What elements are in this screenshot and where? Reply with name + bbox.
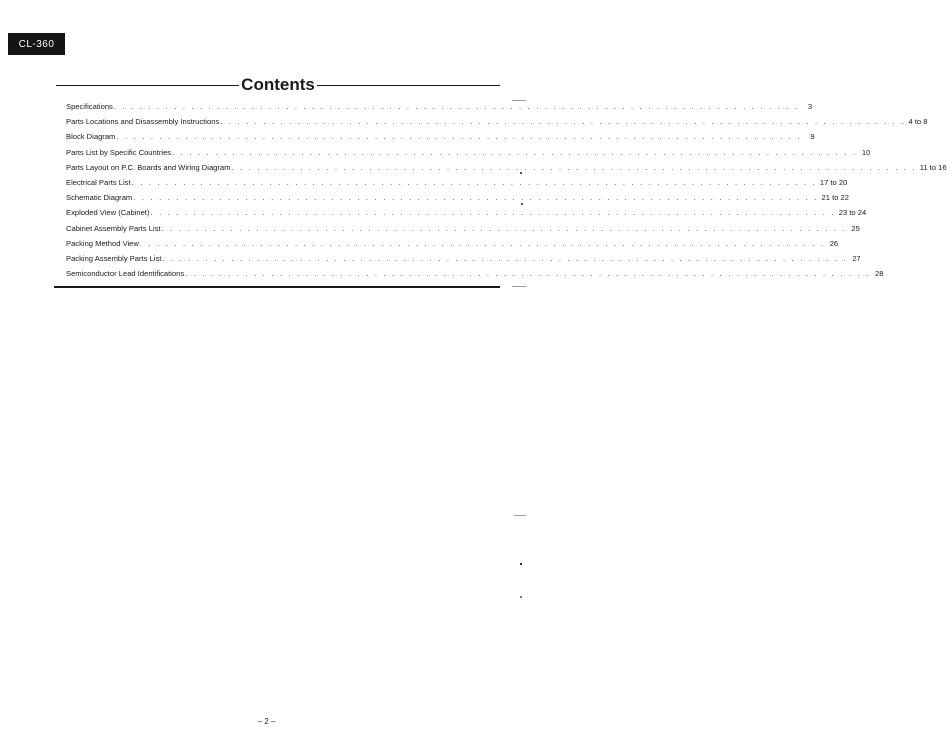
model-tag xyxy=(8,33,65,55)
toc-dot-leader: . . . . . . . . . . . . . . . . . . . . . . . . . . . . . . . . . . . . . . . . . . . . . . . . . . . . . . . . . . . . . . . . . . . . . . . . . . . . . . . . xyxy=(161,223,847,233)
scan-artifact xyxy=(521,203,523,205)
toc-entry xyxy=(66,190,849,205)
toc-entry-label: Parts Locations and Disassembly Instructions xyxy=(66,117,220,127)
toc-dot-leader: . . . . . . . . . . . . . . . . . . . . . . . . . . . . . . . . . . . . . . . . . . . . . . . . . . . . . . . . . . . . . . . . . . . . . . . . . . . . . . . . xyxy=(133,193,819,203)
toc-entry xyxy=(66,99,813,114)
toc-entry-label: Block Diagram xyxy=(66,132,116,142)
toc-entry-label: Parts Layout on P.C. Boards and Wiring Diagram xyxy=(66,162,231,172)
title-rule-right xyxy=(317,85,500,86)
scan-artifact xyxy=(520,563,522,565)
toc-entry-label: Schematic Diagram xyxy=(66,193,133,203)
toc-dot-leader: . . . . . . . . . . . . . . . . . . . . . . . . . . . . . . . . . . . . . . . . . . . . . . . . . . . . . . . . . . . . . . . . . . . . . . . . . . . . . . . . xyxy=(150,208,836,218)
title-rule-left xyxy=(56,85,239,86)
table-of-contents xyxy=(66,99,947,281)
toc-dot-leader: . . . . . . . . . . . . . . . . . . . . . . . . . . . . . . . . . . . . . . . . . . . . . . . . . . . . . . . . . . . . . . . . . . . . . . . . . . . . . . . . xyxy=(116,132,802,142)
toc-entry xyxy=(66,175,848,190)
contents-bottom-rule xyxy=(54,286,500,288)
toc-entry-label: Parts List by Specific Countries xyxy=(66,147,172,157)
toc-entry-page: 3 xyxy=(807,102,813,111)
toc-entry-page: 11 to 16 xyxy=(919,162,947,172)
toc-entry xyxy=(66,251,861,266)
toc-entry xyxy=(66,114,928,129)
toc-entry-label: Cabinet Assembly Parts List xyxy=(66,223,161,233)
toc-entry-label: Specifications xyxy=(66,102,113,111)
toc-entry-page: 26 xyxy=(829,238,839,248)
toc-entry xyxy=(66,205,867,220)
page-number: – 2 – xyxy=(257,717,276,726)
toc-dot-leader: . . . . . . . . . . . . . . . . . . . . . . . . . . . . . . . . . . . . . . . . . . . . . . . . . . . . . . . . . . . . . . . . . . . . . . . . . . . . . . . . xyxy=(162,253,848,263)
toc-dot-leader: . . . . . . . . . . . . . . . . . . . . . . . . . . . . . . . . . . . . . . . . . . . . . . . . . . . . . . . . . . . . . . . . . . . . . . . . . . . . . . . . xyxy=(113,102,800,111)
scan-artifact xyxy=(512,100,526,101)
toc-entry xyxy=(66,145,871,160)
toc-entry-page: 10 xyxy=(861,147,871,157)
toc-entry-page: 9 xyxy=(810,132,815,142)
toc-entry-page: 21 to 22 xyxy=(821,193,849,203)
toc-entry-label: Semiconductor Lead Identifications xyxy=(66,269,185,279)
toc-entry-page: 27 xyxy=(852,253,861,263)
scan-artifact xyxy=(520,596,522,598)
toc-entry-page: 4 to 8 xyxy=(908,117,928,127)
toc-dot-leader: . . . . . . . . . . . . . . . . . . . . . . . . . . . . . . . . . . . . . . . . . . . . . . . . . . . . . . . . . . . . . . . . . . . . . . . . . . . . . . . . xyxy=(231,162,917,172)
toc-entry xyxy=(66,221,860,236)
model-tag-text: CL-360 xyxy=(18,38,55,50)
toc-dot-leader: . . . . . . . . . . . . . . . . . . . . . . . . . . . . . . . . . . . . . . . . . . . . . . . . . . . . . . . . . . . . . . . . . . . . . . . . . . . . . . . . xyxy=(172,147,858,157)
scan-artifact xyxy=(520,172,522,174)
toc-dot-leader: . . . . . . . . . . . . . . . . . . . . . . . . . . . . . . . . . . . . . . . . . . . . . . . . . . . . . . . . . . . . . . . . . . . . . . . . . . . . . . . . xyxy=(131,177,817,187)
toc-entry-label: Exploded View (Cabinet) xyxy=(66,208,150,218)
toc-entry-page: 23 to 24 xyxy=(838,208,867,218)
contents-title: Contents xyxy=(241,75,315,94)
toc-entry-page: 17 to 20 xyxy=(819,177,848,187)
toc-dot-leader: . . . . . . . . . . . . . . . . . . . . . . . . . . . . . . . . . . . . . . . . . . . . . . . . . . . . . . . . . . . . . . . . . . . . . . . . . . . . . . . . xyxy=(139,238,826,248)
toc-dot-leader: . . . . . . . . . . . . . . . . . . . . . . . . . . . . . . . . . . . . . . . . . . . . . . . . . . . . . . . . . . . . . . . . . . . . . . . . . . . . . . . . xyxy=(185,269,871,279)
toc-entry-label: Electrical Parts List xyxy=(66,177,131,187)
toc-entry xyxy=(66,266,884,281)
toc-entry-label: Packing Assembly Parts List xyxy=(66,253,162,263)
toc-entry xyxy=(66,160,947,175)
scan-artifact xyxy=(512,286,526,287)
toc-entry xyxy=(66,236,839,251)
toc-entry xyxy=(66,129,815,144)
toc-entry-page: 28 xyxy=(875,269,884,279)
scan-artifact xyxy=(514,515,526,516)
toc-entry-page: 25 xyxy=(851,223,860,233)
toc-dot-leader: . . . . . . . . . . . . . . . . . . . . . . . . . . . . . . . . . . . . . . . . . . . . . . . . . . . . . . . . . . . . . . . . . . . . . . . . . . . . . . . . xyxy=(220,117,906,127)
toc-entry-label: Packing Method View xyxy=(66,238,139,248)
contents-heading xyxy=(56,74,500,96)
